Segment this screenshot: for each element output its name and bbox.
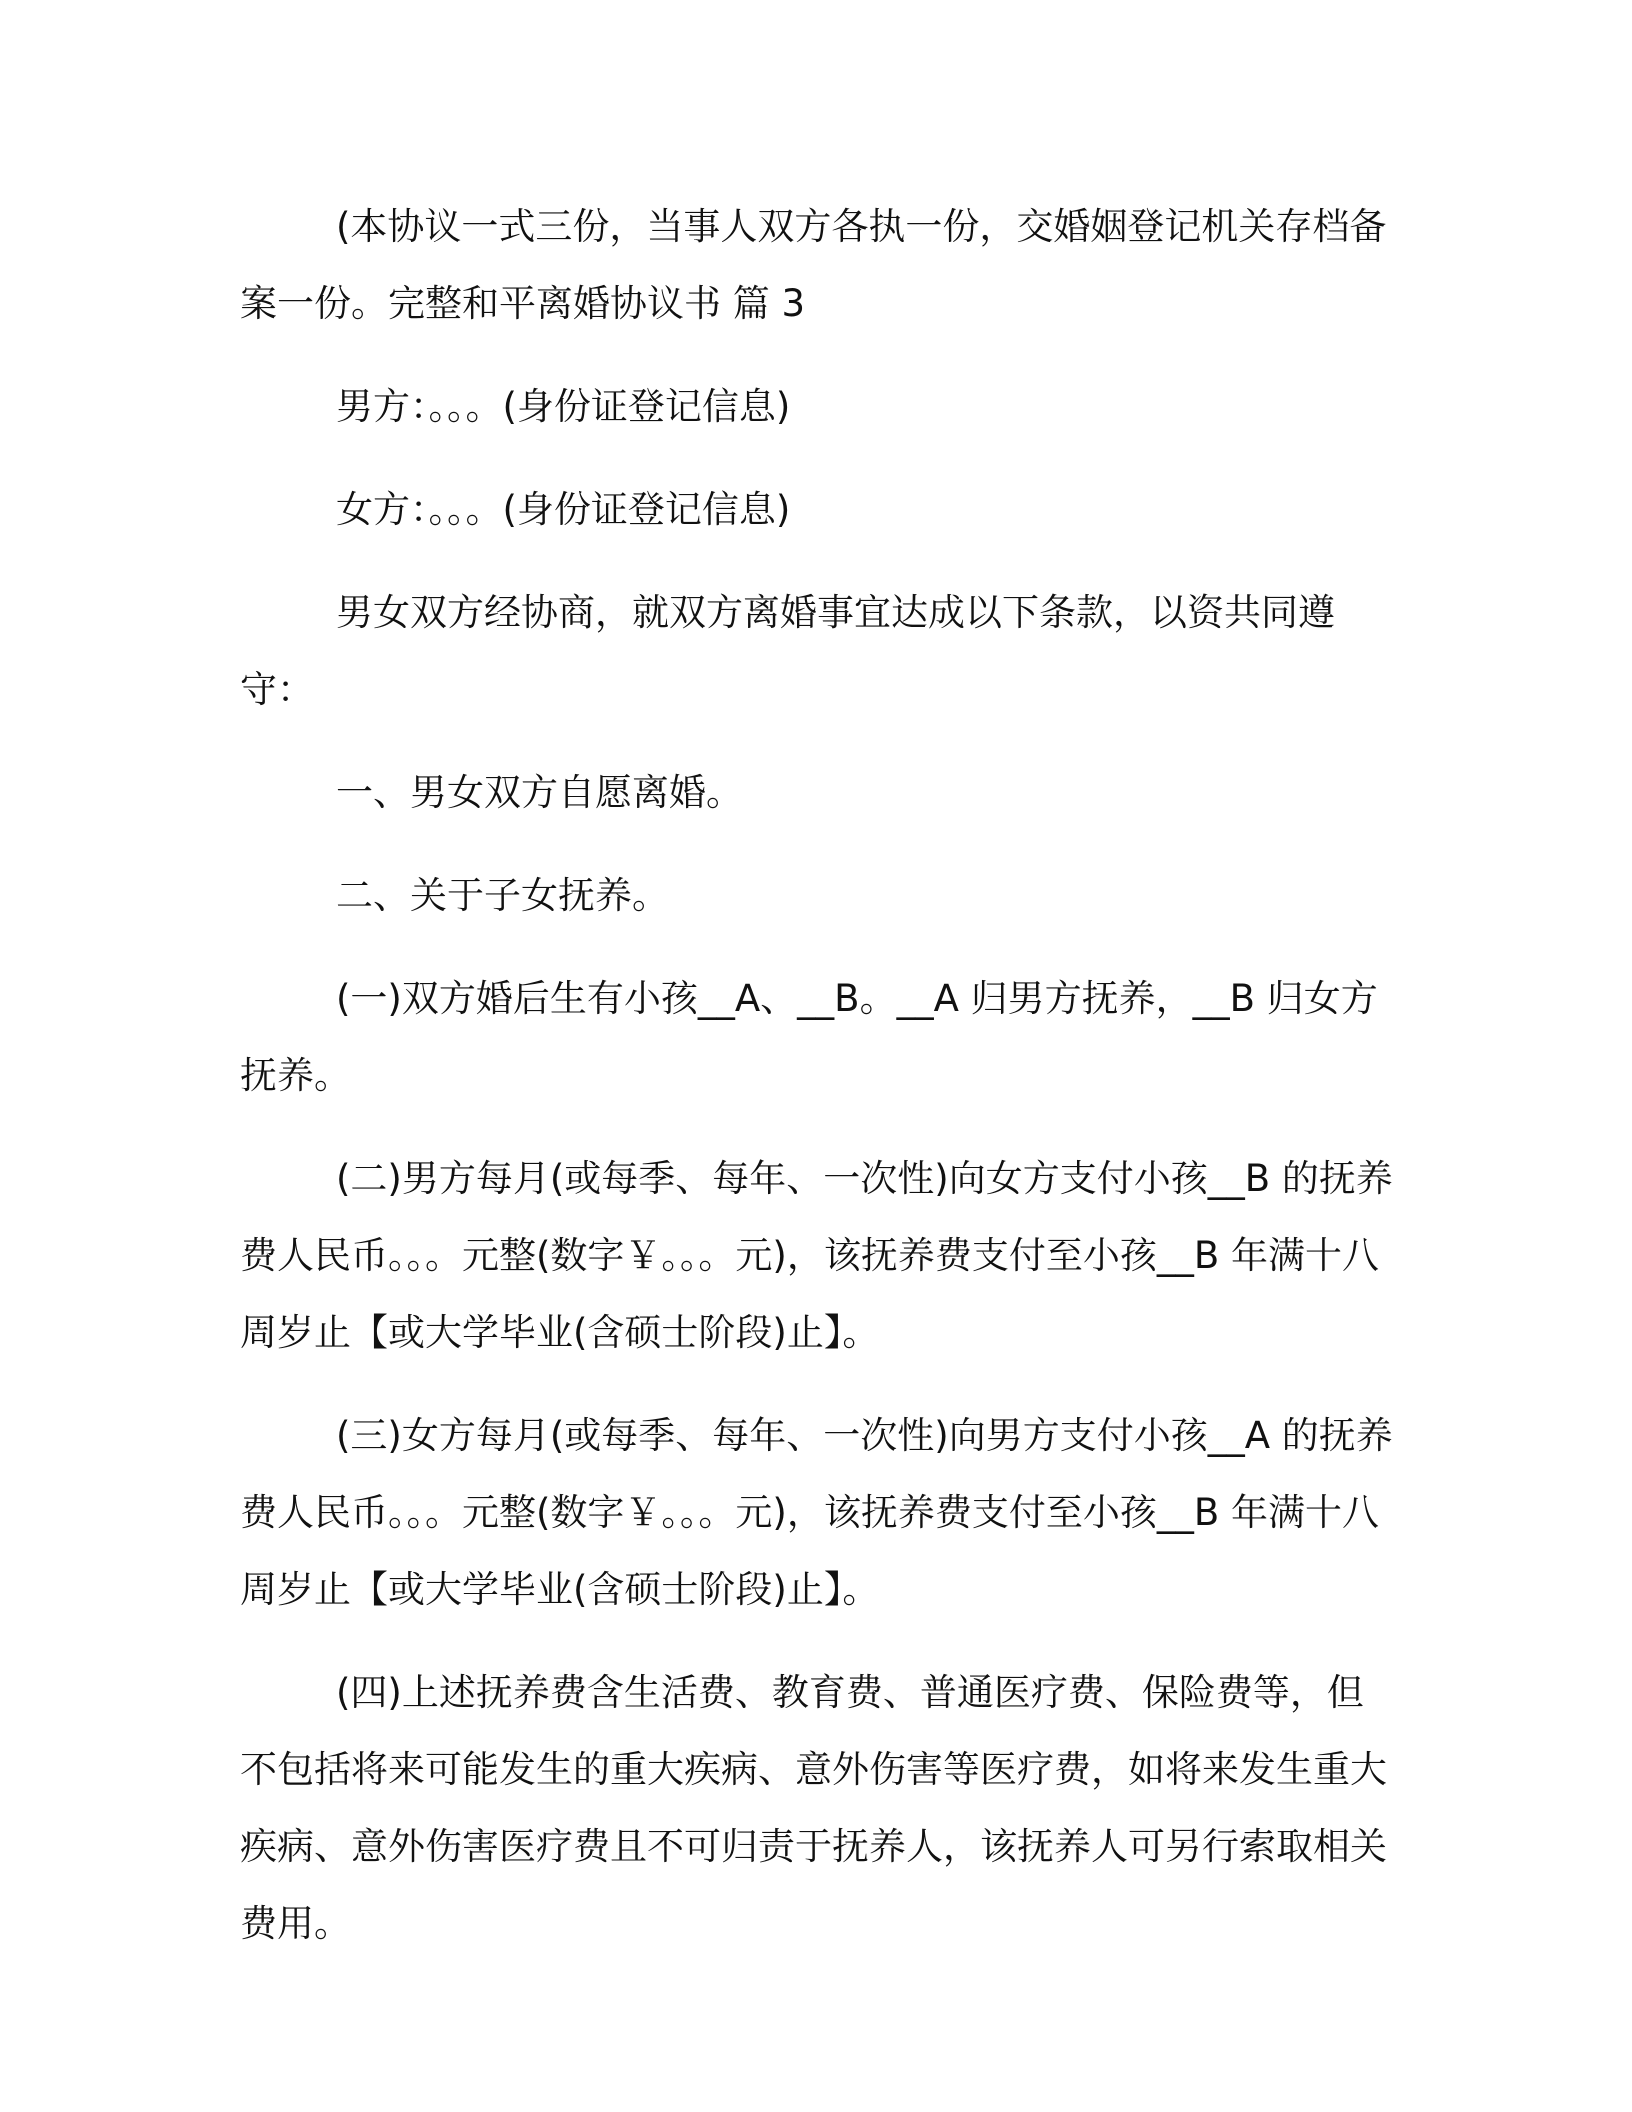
agreement-body	[240, 188, 1400, 1988]
agreement-paragraph: 男女双方经协商，就双方离婚事宜达成以下条款，以资共同遵守：	[240, 591, 1335, 711]
agreement-paragraph: (本协议一式三份，当事人双方各执一份，交婚姻登记机关存档备案一份。完整和平离婚协议书 篇 3	[240, 205, 1387, 325]
sub-clause: (三)女方每月(或每季、每年、一次性)向男方支付小孩__A 的抚养费人民币。。。元整(数字￥。。。元)，该抚养费支付至小孩__B 年满十八周岁止【或大学毕业(含硕士阶段)止】。	[240, 1414, 1393, 1611]
male-party-line: 男方：。。。(身份证登记信息)	[336, 385, 791, 428]
clause-heading: 一、男女双方自愿离婚。	[336, 771, 743, 814]
female-party-line: 女方：。。。(身份证登记信息)	[336, 488, 791, 531]
sub-clause: (二)男方每月(或每季、每年、一次性)向女方支付小孩__B 的抚养费人民币。。。元整(数字￥。。。元)，该抚养费支付至小孩__B 年满十八周岁止【或大学毕业(含硕士阶段)止】。	[240, 1157, 1393, 1354]
clause-heading: 二、关于子女抚养。	[336, 874, 669, 917]
sub-clause: (四)上述抚养费含生活费、教育费、普通医疗费、保险费等，但不包括将来可能发生的重大疾病、意外伤害等医疗费，如将来发生重大疾病、意外伤害医疗费且不可归责于抚养人，该抚养人可另行索取相关费用。	[240, 1671, 1387, 1945]
sub-clause: (一)双方婚后生有小孩__A、__B。__A 归男方抚养，__B 归女方抚养。	[240, 977, 1378, 1097]
